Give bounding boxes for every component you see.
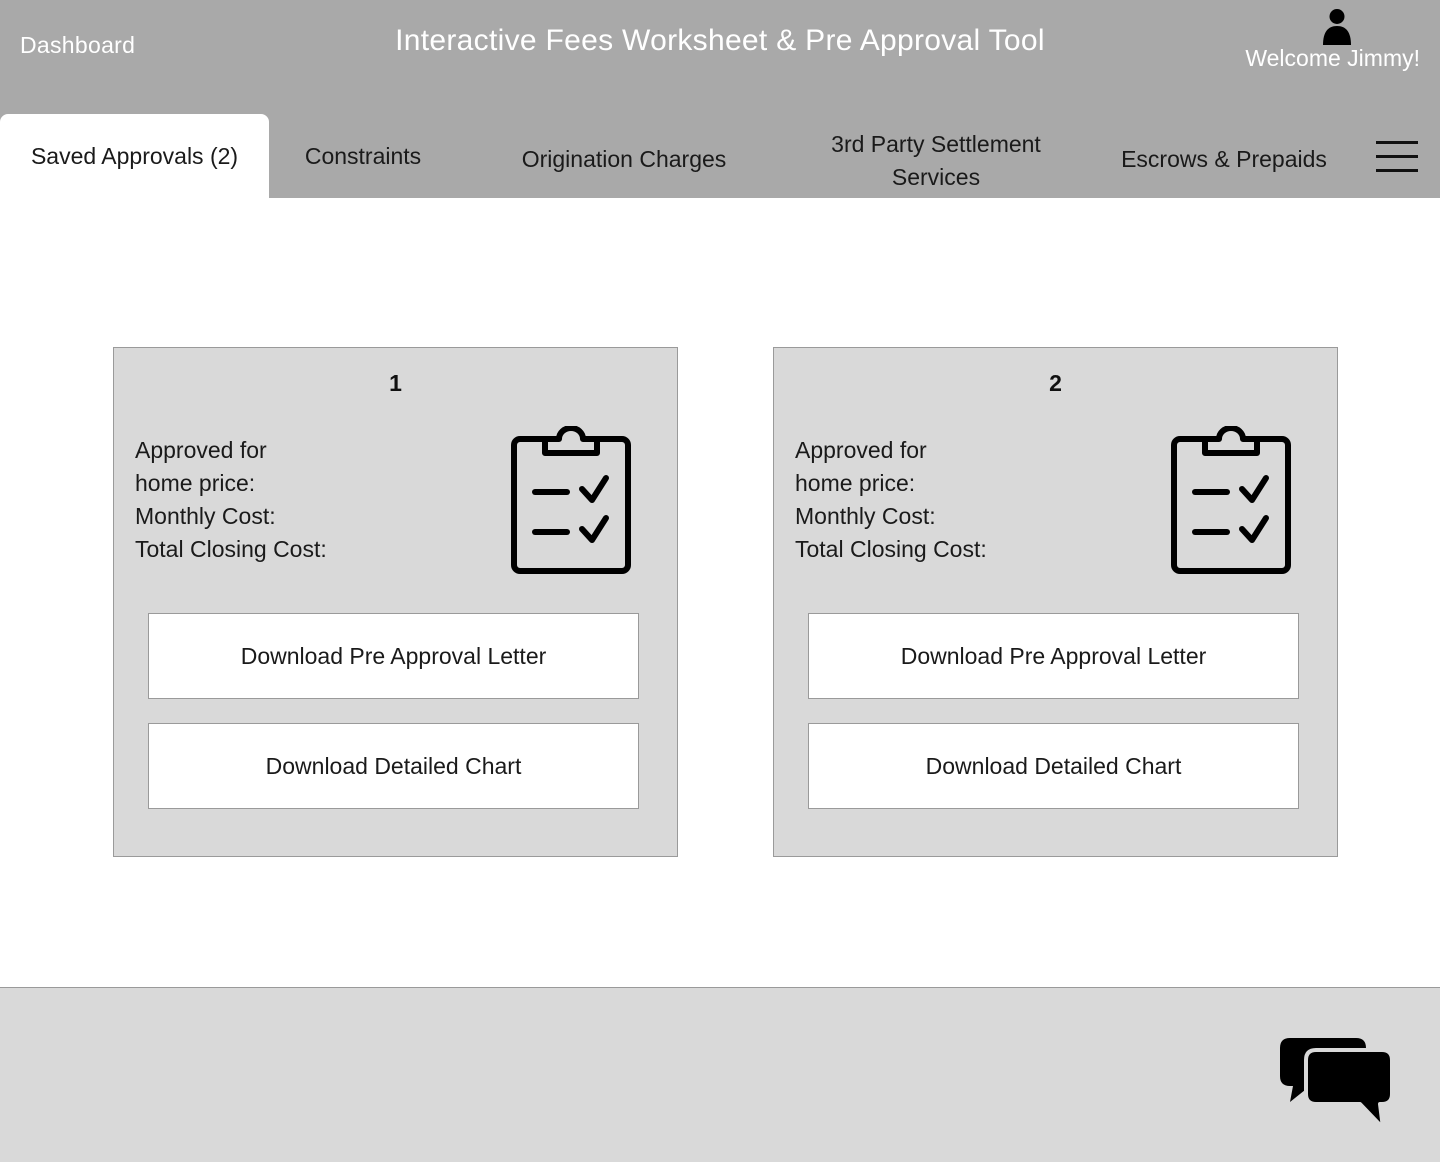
download-pre-approval-letter-button[interactable]: Download Pre Approval Letter xyxy=(808,613,1299,699)
chat-bubbles-icon[interactable] xyxy=(1276,1036,1396,1132)
dashboard-link[interactable]: Dashboard xyxy=(20,32,136,58)
download-detailed-chart-button[interactable]: Download Detailed Chart xyxy=(808,723,1299,809)
tab-escrows-prepaids[interactable]: Escrows & Prepaids xyxy=(1121,145,1327,172)
saved-approval-card xyxy=(113,347,678,857)
user-icon[interactable] xyxy=(1322,8,1352,46)
home-price-label: home price: xyxy=(135,470,256,496)
monthly-cost-label: Monthly Cost: xyxy=(795,503,936,529)
tab-origination-charges[interactable]: Origination Charges xyxy=(521,145,727,172)
approved-for-label: Approved for xyxy=(135,437,267,463)
clipboard-check-icon xyxy=(1169,426,1295,576)
approved-for-label: Approved for xyxy=(795,437,927,463)
approval-number: 2 xyxy=(1049,370,1062,396)
approval-details xyxy=(795,434,987,566)
total-closing-cost-label: Total Closing Cost: xyxy=(135,536,327,562)
clipboard-check-icon xyxy=(509,426,635,576)
approval-number: 1 xyxy=(389,370,402,396)
home-price-label: home price: xyxy=(795,470,916,496)
saved-approval-card xyxy=(773,347,1338,857)
download-detailed-chart-button[interactable]: Download Detailed Chart xyxy=(148,723,639,809)
header-bar xyxy=(0,0,1440,198)
footer-bar xyxy=(0,987,1440,1162)
download-pre-approval-letter-button[interactable]: Download Pre Approval Letter xyxy=(148,613,639,699)
approval-details xyxy=(135,434,327,566)
welcome-message: Welcome Jimmy! xyxy=(1245,45,1420,71)
monthly-cost-label: Monthly Cost: xyxy=(135,503,276,529)
tab-3rd-party-settlement-services[interactable]: 3rd Party Settlement Services xyxy=(831,131,1041,190)
total-closing-cost-label: Total Closing Cost: xyxy=(795,536,987,562)
page-title: Interactive Fees Worksheet & Pre Approval Tool xyxy=(395,24,1045,57)
tab-saved-approvals[interactable]: Saved Approvals (2) xyxy=(0,114,269,198)
hamburger-menu-icon[interactable] xyxy=(1376,141,1418,173)
tab-constraints[interactable]: Constraints xyxy=(304,142,422,169)
